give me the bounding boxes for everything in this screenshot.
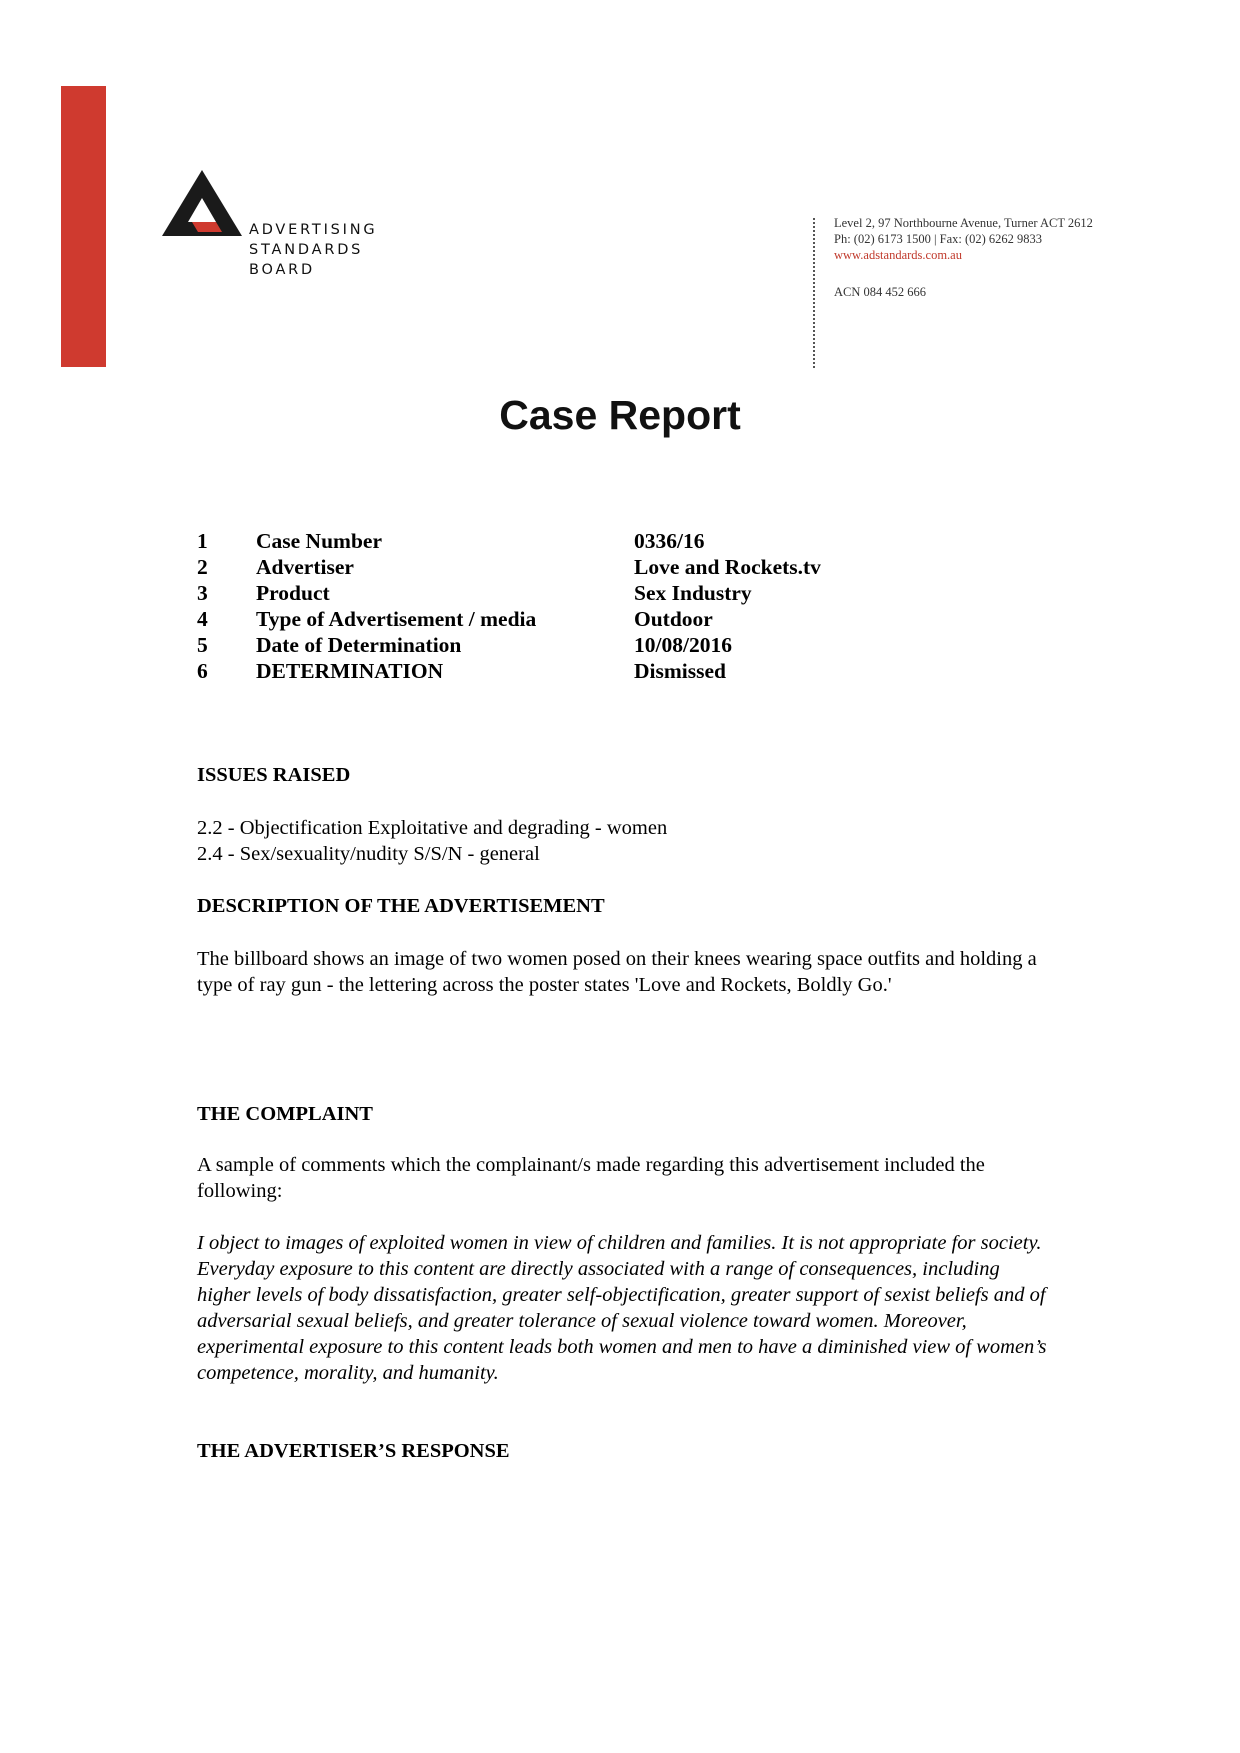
description-heading: DESCRIPTION OF THE ADVERTISEMENT bbox=[197, 895, 605, 917]
case-row bbox=[197, 606, 934, 632]
row-number: 1 bbox=[197, 529, 208, 553]
row-number: 6 bbox=[197, 659, 208, 683]
row-number: 2 bbox=[197, 555, 208, 579]
website-link[interactable]: www.adstandards.com.au bbox=[834, 248, 962, 262]
case-details-table bbox=[197, 528, 934, 684]
case-row bbox=[197, 632, 934, 658]
complaint-quote-text: I object to images of exploited women in view of children and families. It is not appropriate for society. Everyday exposure to this content are directly associated with a range of consequences, including higher levels of body dissatisfaction, greater self-objectification, greater support of sexist beliefs and of adversarial sexual beliefs, and greater tolerance of sexual violence toward women. Moreover, experimental exposure to this content leads both women and men to have a diminished view of women’s competence, morality, and humanity. bbox=[197, 1232, 1047, 1384]
description-body bbox=[197, 946, 1057, 998]
row-label: Case Number bbox=[256, 529, 382, 553]
complaint-heading: THE COMPLAINT bbox=[197, 1103, 373, 1125]
row-value: 0336/16 bbox=[634, 529, 705, 553]
case-row bbox=[197, 580, 934, 606]
row-value: Sex Industry bbox=[634, 581, 752, 605]
description-text: The billboard shows an image of two women posed on their knees wearing space outfits and holding a type of ray gun - the lettering across the poster states 'Love and Rockets, Boldly Go.' bbox=[197, 948, 1037, 996]
description-section bbox=[197, 893, 1057, 919]
row-value: Outdoor bbox=[634, 607, 713, 631]
row-number: 5 bbox=[197, 633, 208, 657]
logo-line: ADVERTISING bbox=[249, 222, 378, 238]
address: Level 2, 97 Northbourne Avenue, Turner ACT 2612 bbox=[834, 216, 1093, 230]
phone-fax: Ph: (02) 6173 1500 | Fax: (02) 6262 9833 bbox=[834, 232, 1043, 246]
logo-line: BOARD bbox=[249, 262, 316, 278]
row-value: 10/08/2016 bbox=[634, 633, 732, 657]
issues-list bbox=[197, 815, 1057, 867]
logo-wordmark bbox=[249, 220, 377, 280]
contact-block bbox=[834, 215, 1093, 300]
logo-line: STANDARDS bbox=[249, 242, 364, 258]
row-number: 4 bbox=[197, 607, 208, 631]
complaint-intro-text: A sample of comments which the complainant/s made regarding this advertisement included the following: bbox=[197, 1154, 985, 1202]
row-value: Love and Rockets.tv bbox=[634, 555, 821, 579]
header-divider bbox=[813, 218, 815, 368]
issue-item: 2.2 - Objectification Exploitative and degrading - women bbox=[197, 817, 668, 839]
row-label: Advertiser bbox=[256, 555, 354, 579]
row-label: Date of Determination bbox=[256, 633, 462, 657]
case-row bbox=[197, 528, 934, 554]
asb-logo-icon bbox=[162, 170, 242, 236]
complaint-quote bbox=[197, 1230, 1057, 1386]
page-title: Case Report bbox=[499, 392, 741, 438]
response-heading: THE ADVERTISER’S RESPONSE bbox=[197, 1440, 510, 1462]
complaint-intro bbox=[197, 1152, 1057, 1204]
response-section bbox=[197, 1438, 1057, 1464]
row-number: 3 bbox=[197, 581, 208, 605]
issues-section bbox=[197, 762, 1057, 788]
row-value: Dismissed bbox=[634, 659, 726, 683]
case-row bbox=[197, 658, 934, 684]
row-label: DETERMINATION bbox=[256, 659, 444, 683]
issue-item: 2.4 - Sex/sexuality/nudity S/S/N - general bbox=[197, 843, 540, 865]
case-row bbox=[197, 554, 934, 580]
row-label: Product bbox=[256, 581, 330, 605]
row-label: Type of Advertisement / media bbox=[256, 607, 537, 631]
red-side-bar bbox=[61, 86, 106, 367]
issues-heading: ISSUES RAISED bbox=[197, 764, 351, 786]
complaint-section bbox=[197, 1101, 1057, 1127]
acn-number: ACN 084 452 666 bbox=[834, 285, 927, 299]
